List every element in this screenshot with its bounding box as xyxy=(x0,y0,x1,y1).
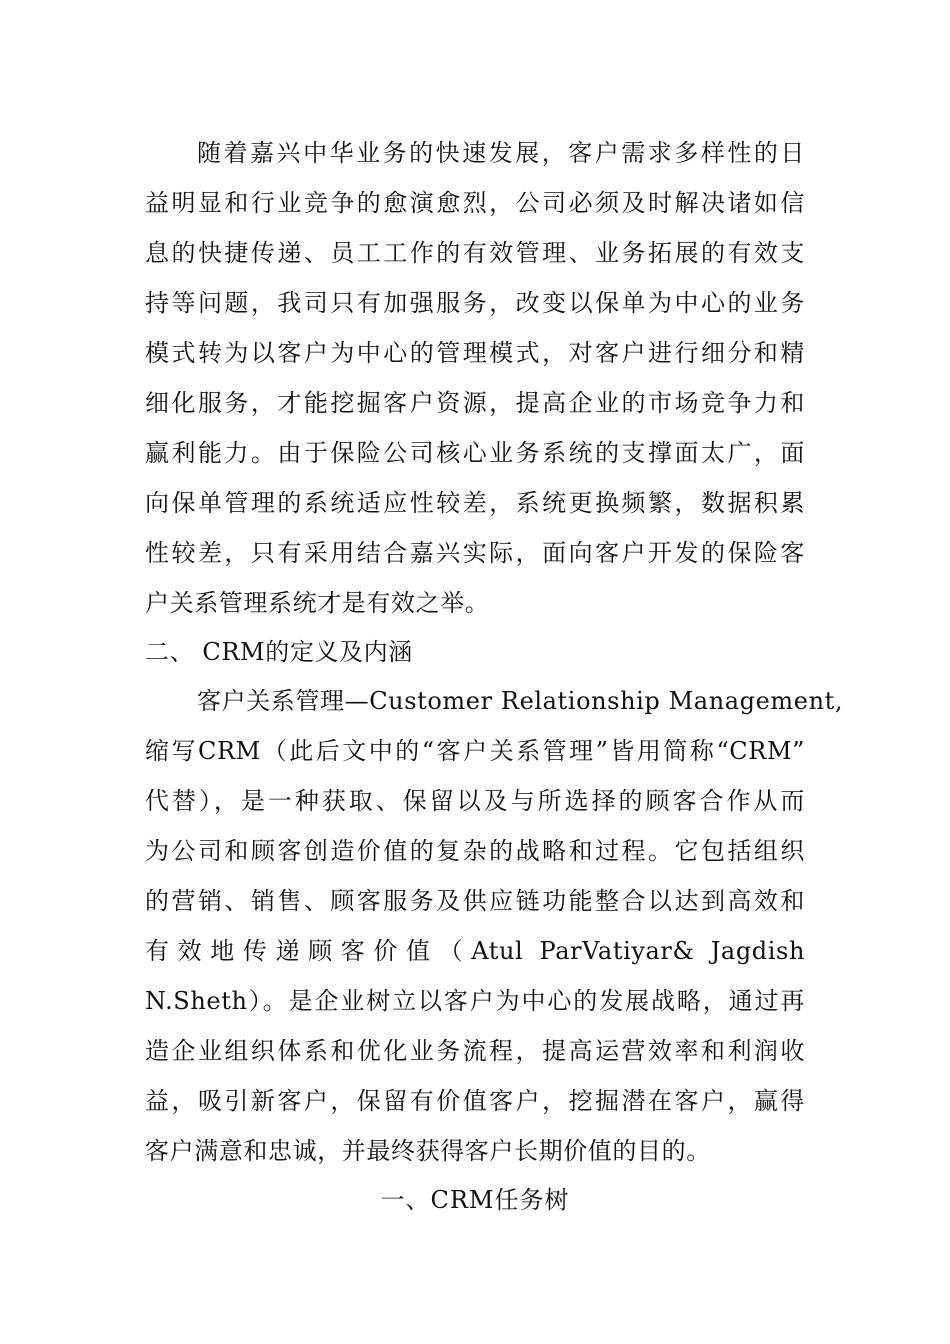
paragraph-2-line-9: 益，吸引新客户，保留有价值客户，挖掘潜在客户，赢得 xyxy=(145,1087,805,1115)
paragraph-1-line-10: 户关系管理系统才是有效之举。 xyxy=(145,589,490,617)
paragraph-2-line-10: 客户满意和忠诚，并最终获得客户长期价值的目的。 xyxy=(145,1137,711,1165)
section-heading: 二、 CRM的定义及内涵 xyxy=(145,638,413,666)
paragraph-2-line-3: 代替），是一种获取、保留以及与所选择的顾客合作从而 xyxy=(145,787,805,815)
paragraph-1-line-2: 益明显和行业竞争的愈演愈烈，公司必须及时解决诸如信 xyxy=(145,189,805,217)
paragraph-1-line-7: 赢利能力。由于保险公司核心业务系统的支撑面太广，面 xyxy=(145,439,805,467)
paragraph-2-line-7: N.Sheth）。是企业树立以客户为中心的发展战略，通过再 xyxy=(145,987,805,1015)
paragraph-1-line-4: 持等问题，我司只有加强服务，改变以保单为中心的业务 xyxy=(145,289,805,317)
paragraph-2-line-5: 的营销、销售、顾客服务及供应链功能整合以达到高效和 xyxy=(145,887,805,915)
subsection-title: 一、CRM任务树 xyxy=(380,1186,570,1214)
paragraph-1-line-5: 模式转为以客户为中心的管理模式，对客户进行细分和精 xyxy=(145,339,805,367)
paragraph-2-line-2: 缩写CRM（此后文中的“客户关系管理”皆用简称“CRM” xyxy=(145,737,805,765)
paragraph-1-line-8: 向保单管理的系统适应性较差，系统更换频繁，数据积累 xyxy=(145,489,805,517)
paragraph-1-line-1: 随着嘉兴中华业务的快速发展，客户需求多样性的日 xyxy=(197,139,805,167)
paragraph-2-line-8: 造企业组织体系和优化业务流程，提高运营效率和利润收 xyxy=(145,1037,805,1065)
paragraph-1-line-3: 息的快捷传递、员工工作的有效管理、业务拓展的有效支 xyxy=(145,239,805,267)
paragraph-1-line-6: 细化服务，才能挖掘客户资源，提高企业的市场竞争力和 xyxy=(145,389,805,417)
paragraph-1-line-9: 性较差，只有采用结合嘉兴实际，面向客户开发的保险客 xyxy=(145,539,805,567)
paragraph-2-line-4: 为公司和顾客创造价值的复杂的战略和过程。它包括组织 xyxy=(145,837,805,865)
paragraph-2-line-6: 有效地传递顾客价值（Atul ParVatiyar& Jagdish xyxy=(145,937,805,965)
paragraph-2-line-1: 客户关系管理—Customer Relationship Management, xyxy=(197,687,844,715)
